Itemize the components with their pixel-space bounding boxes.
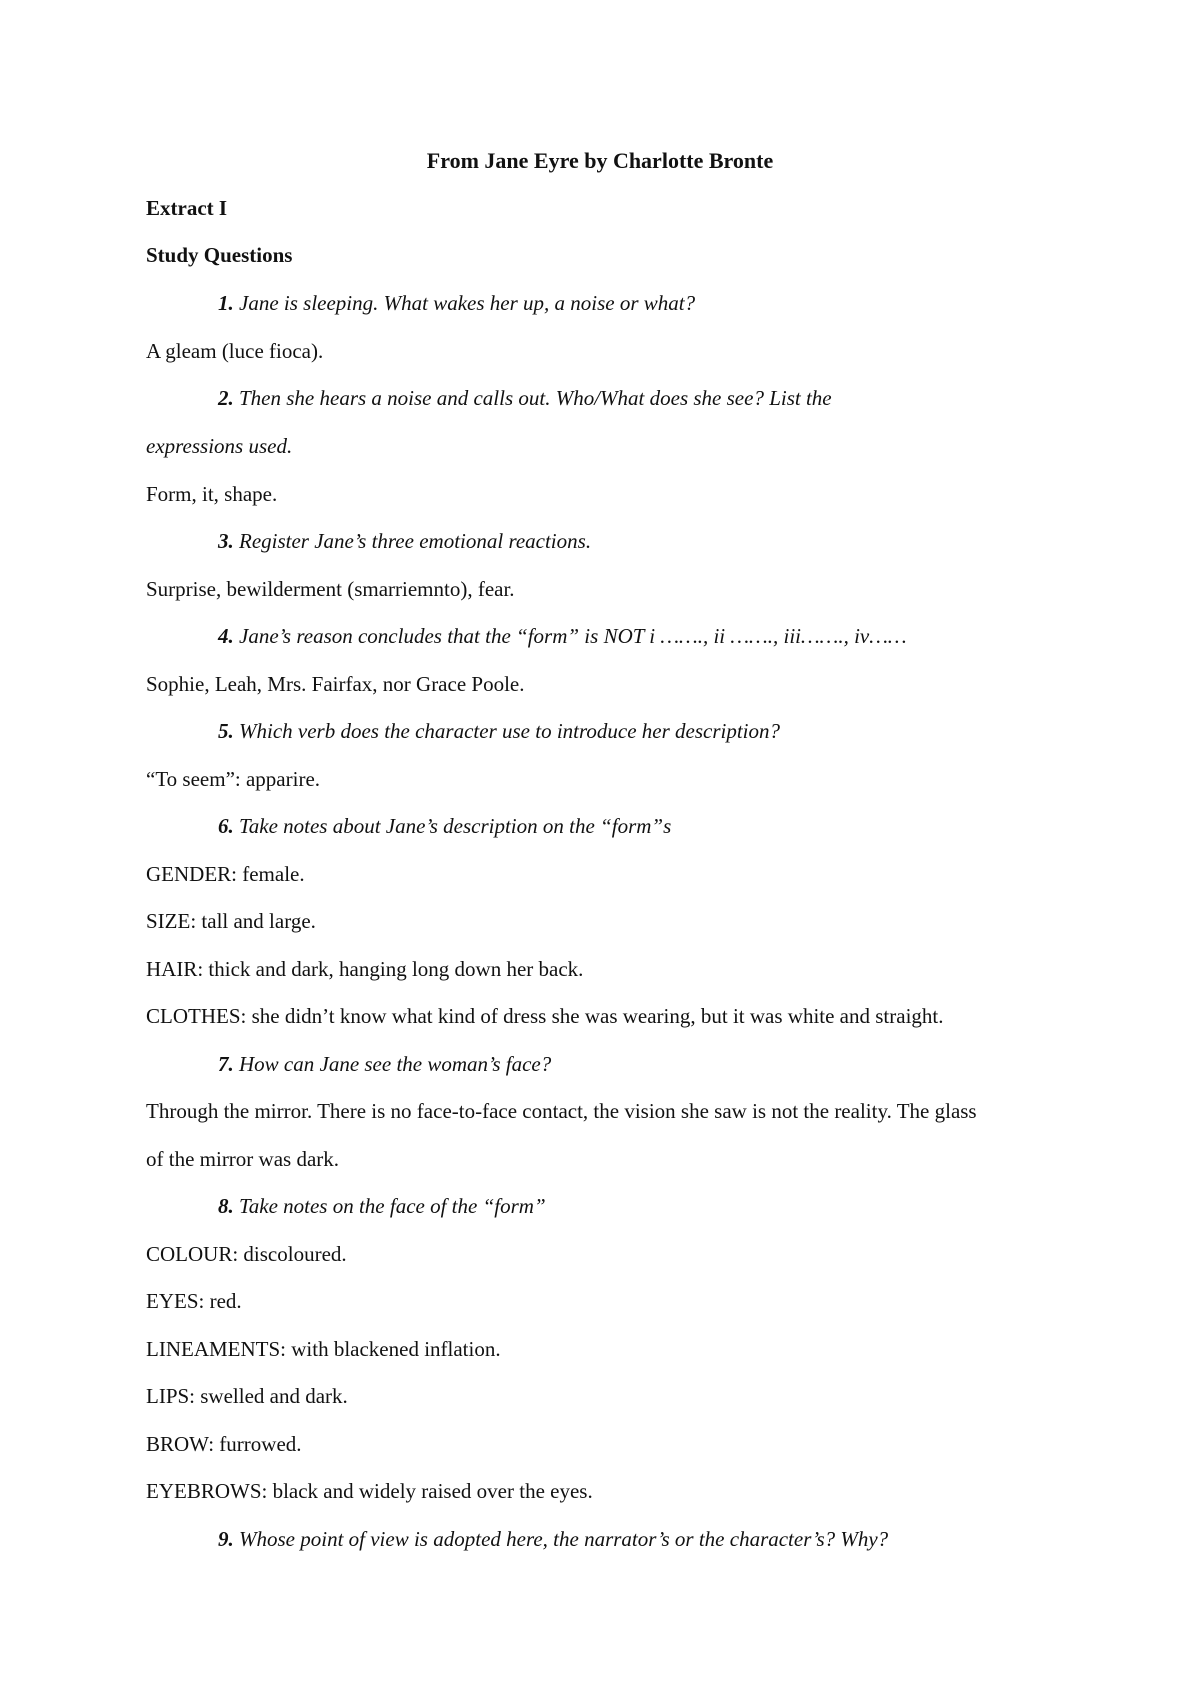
answer-7-line-1: Through the mirror. There is no face-to-face contact, the vision she saw is not the reality. The glass: [146, 1099, 977, 1123]
answer-5: “To seem”: apparire.: [146, 767, 321, 791]
question-8: [218, 1192, 546, 1220]
answer-8-lineaments: LINEAMENTS: with blackened inflation.: [146, 1337, 501, 1361]
question-number: 6.: [218, 814, 234, 838]
question-number: 7.: [218, 1052, 234, 1076]
answer-4: Sophie, Leah, Mrs. Fairfax, nor Grace Poole.: [146, 672, 525, 696]
answer-1: A gleam (luce fioca).: [146, 339, 324, 363]
question-9: [218, 1525, 888, 1553]
question-4: [218, 622, 907, 650]
question-number: 2.: [218, 386, 234, 410]
question-3: [218, 527, 591, 555]
answer-8-eyebrows: EYEBROWS: black and widely raised over the eyes.: [146, 1479, 593, 1503]
question-text: Jane is sleeping. What wakes her up, a noise or what?: [239, 291, 696, 315]
document-title: From Jane Eyre by Charlotte Bronte: [426, 148, 774, 173]
answer-8-colour: COLOUR: discoloured.: [146, 1242, 347, 1266]
question-number: 5.: [218, 719, 234, 743]
question-2-continuation: expressions used.: [146, 434, 293, 458]
study-questions-heading: Study Questions: [146, 243, 293, 267]
answer-6-gender: GENDER: female.: [146, 862, 305, 886]
answer-8-brow: BROW: furrowed.: [146, 1432, 302, 1456]
question-text: Take notes on the face of the “form”: [239, 1194, 546, 1218]
answer-8-eyes: EYES: red.: [146, 1289, 242, 1313]
answer-8-lips: LIPS: swelled and dark.: [146, 1384, 348, 1408]
question-text: Register Jane’s three emotional reactions.: [239, 529, 592, 553]
question-text: Whose point of view is adopted here, the narrator’s or the character’s? Why?: [239, 1527, 889, 1551]
question-text: Take notes about Jane’s description on the “form”s: [239, 814, 672, 838]
answer-3: Surprise, bewilderment (smarriemnto), fear.: [146, 577, 515, 601]
question-number: 1.: [218, 291, 234, 315]
question-text: How can Jane see the woman’s face?: [239, 1052, 552, 1076]
extract-heading: Extract I: [146, 196, 228, 220]
question-number: 8.: [218, 1194, 234, 1218]
question-text: Then she hears a noise and calls out. Who/What does she see? List the: [239, 386, 832, 410]
question-5: [218, 717, 780, 745]
question-text: Jane’s reason concludes that the “form” is NOT i ……., ii ……., iii……., iv……: [239, 624, 907, 648]
answer-7-line-2: of the mirror was dark.: [146, 1147, 340, 1171]
question-number: 9.: [218, 1527, 234, 1551]
answer-6-size: SIZE: tall and large.: [146, 909, 316, 933]
question-1: [218, 289, 695, 317]
answer-2: Form, it, shape.: [146, 482, 278, 506]
question-text: Which verb does the character use to introduce her description?: [239, 719, 781, 743]
question-2: [218, 384, 832, 412]
question-number: 4.: [218, 624, 234, 648]
answer-6-hair: HAIR: thick and dark, hanging long down her back.: [146, 957, 584, 981]
question-7: [218, 1050, 551, 1078]
question-6: [218, 812, 671, 840]
answer-6-clothes: CLOTHES: she didn’t know what kind of dress she was wearing, but it was white and straight.: [146, 1004, 944, 1028]
question-number: 3.: [218, 529, 234, 553]
